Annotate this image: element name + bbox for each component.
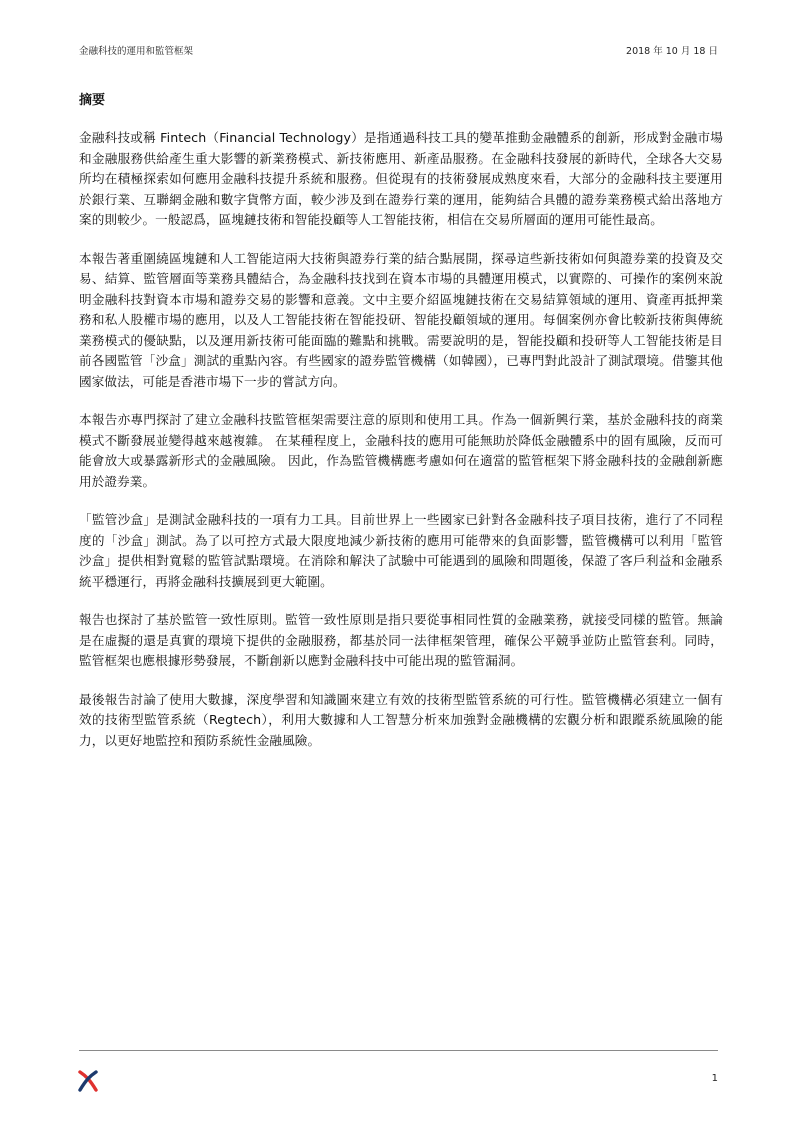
paragraph-4: 「監管沙盒」是測試金融科技的一項有力工具。目前世界上一些國家已針對各金融科技子項目技術，進行了不同程度的「沙盒」測試。為了以可控方式最大限度地減少新技術的應用可能帶來的負面影響，監管機構可以利用「監管沙盒」提供相對寬鬆的監管試點環境。在消除和解決了試驗中可能遇到的風險和問題後，保證了客戶利益和金融系統平穩運行，再將金融科技擴展到更大範圍。 [79,512,723,589]
page-number: 1 [711,1073,718,1084]
section-title: 摘要 [79,93,106,108]
hkex-x-logo-icon-graphic [78,1070,98,1092]
paragraph-2: 本報告著重圍繞區塊鏈和人工智能這兩大技術與證券行業的結合點展開，探尋這些新技術如何與證券業的投資及交易、結算、監管層面等業務具體結合，為金融科技找到在資本市場的具體運用模式，以實際的、可操作的案例來說明金融科技對資本市場和證券交易的影響和意義。文中主要介紹區塊鏈技術在交易結算領域的運用、資產再抵押業務和私人股權市場的應用，以及人工智能技術在智能投研、智能投顧領域的運用。每個案例亦會比較新技術與傳統業務模式的優缺點，以及運用新技術可能面臨的難點和挑戰。需要說明的是，智能投顧和投研等人工智能技術是目前各國監管「沙盒」測試的重點內容。有些國家的證券監管機構（如韓國），已專門對此設計了測試環境。借鑒其他國家做法，可能是香港市場下一步的嘗試方向。 [79,250,723,389]
running-header [79,43,718,57]
document-title: 金融科技的運用和監管框架 [79,46,194,57]
paragraph-5: 報告也探討了基於監管一致性原則。監管一致性原則是指只要從事相同性質的金融業務，就接受同樣的監管。無論是在虛擬的還是真實的環境下提供的金融服務，都基於同一法律框架管理，確保公平競爭並防止監管套利。同時，監管框架也應根據形勢發展，不斷創新以應對金融科技中可能出現的監管漏洞。 [79,612,723,668]
paragraph-1: 金融科技或稱 Fintech（Financial Technology）是指通過科技工具的變革推動金融體系的創新，形成對金融市場和金融服務供給產生重大影響的新業務模式、新技術應用、新產品服務。在金融科技發展的新時代，全球各大交易所均在積極探索如何應用金融科技提升系統和服務。但從現有的技術發展成熟度來看，大部分的金融科技主要運用於銀行業、互聯網金融和數字貨幣方面，較少涉及到在證券行業的運用，能夠結合具體的證券業務模式給出落地方案的則較少。一般認爲，區塊鏈技術和智能投顧等人工智能技術，相信在交易所層面的運用可能性最高。 [79,130,723,227]
paragraph-6: 最後報告討論了使用大數據，深度學習和知識圖來建立有效的技術型監管系統的可行性。監管機構必須建立一個有效的技術型監管系統（Regtech），利用大數據和人工智慧分析來加強對金融機構的宏觀分析和跟蹤系統風險的能力，以更好地監控和預防系統性金融風險。 [79,691,723,748]
hkex-x-logo-icon [78,1070,98,1092]
document-date: 2018 年 10 月 18 日 [626,46,718,57]
paragraph-3: 本報告亦專門探討了建立金融科技監管框架需要注意的原則和使用工具。作為一個新興行業，基於金融科技的商業模式不斷發展並變得越來越複雜。 在某種程度上，金融科技的應用可能無助於降低金融體系中的固有風險，反而可能會放大或暴露新形式的金融風險。 因此，作為監管機構應考慮如何在適當的監管框架下將金融科技的金融創新應用於證券業。 [79,412,723,489]
footer-divider [79,1050,718,1051]
page-content [79,92,723,769]
